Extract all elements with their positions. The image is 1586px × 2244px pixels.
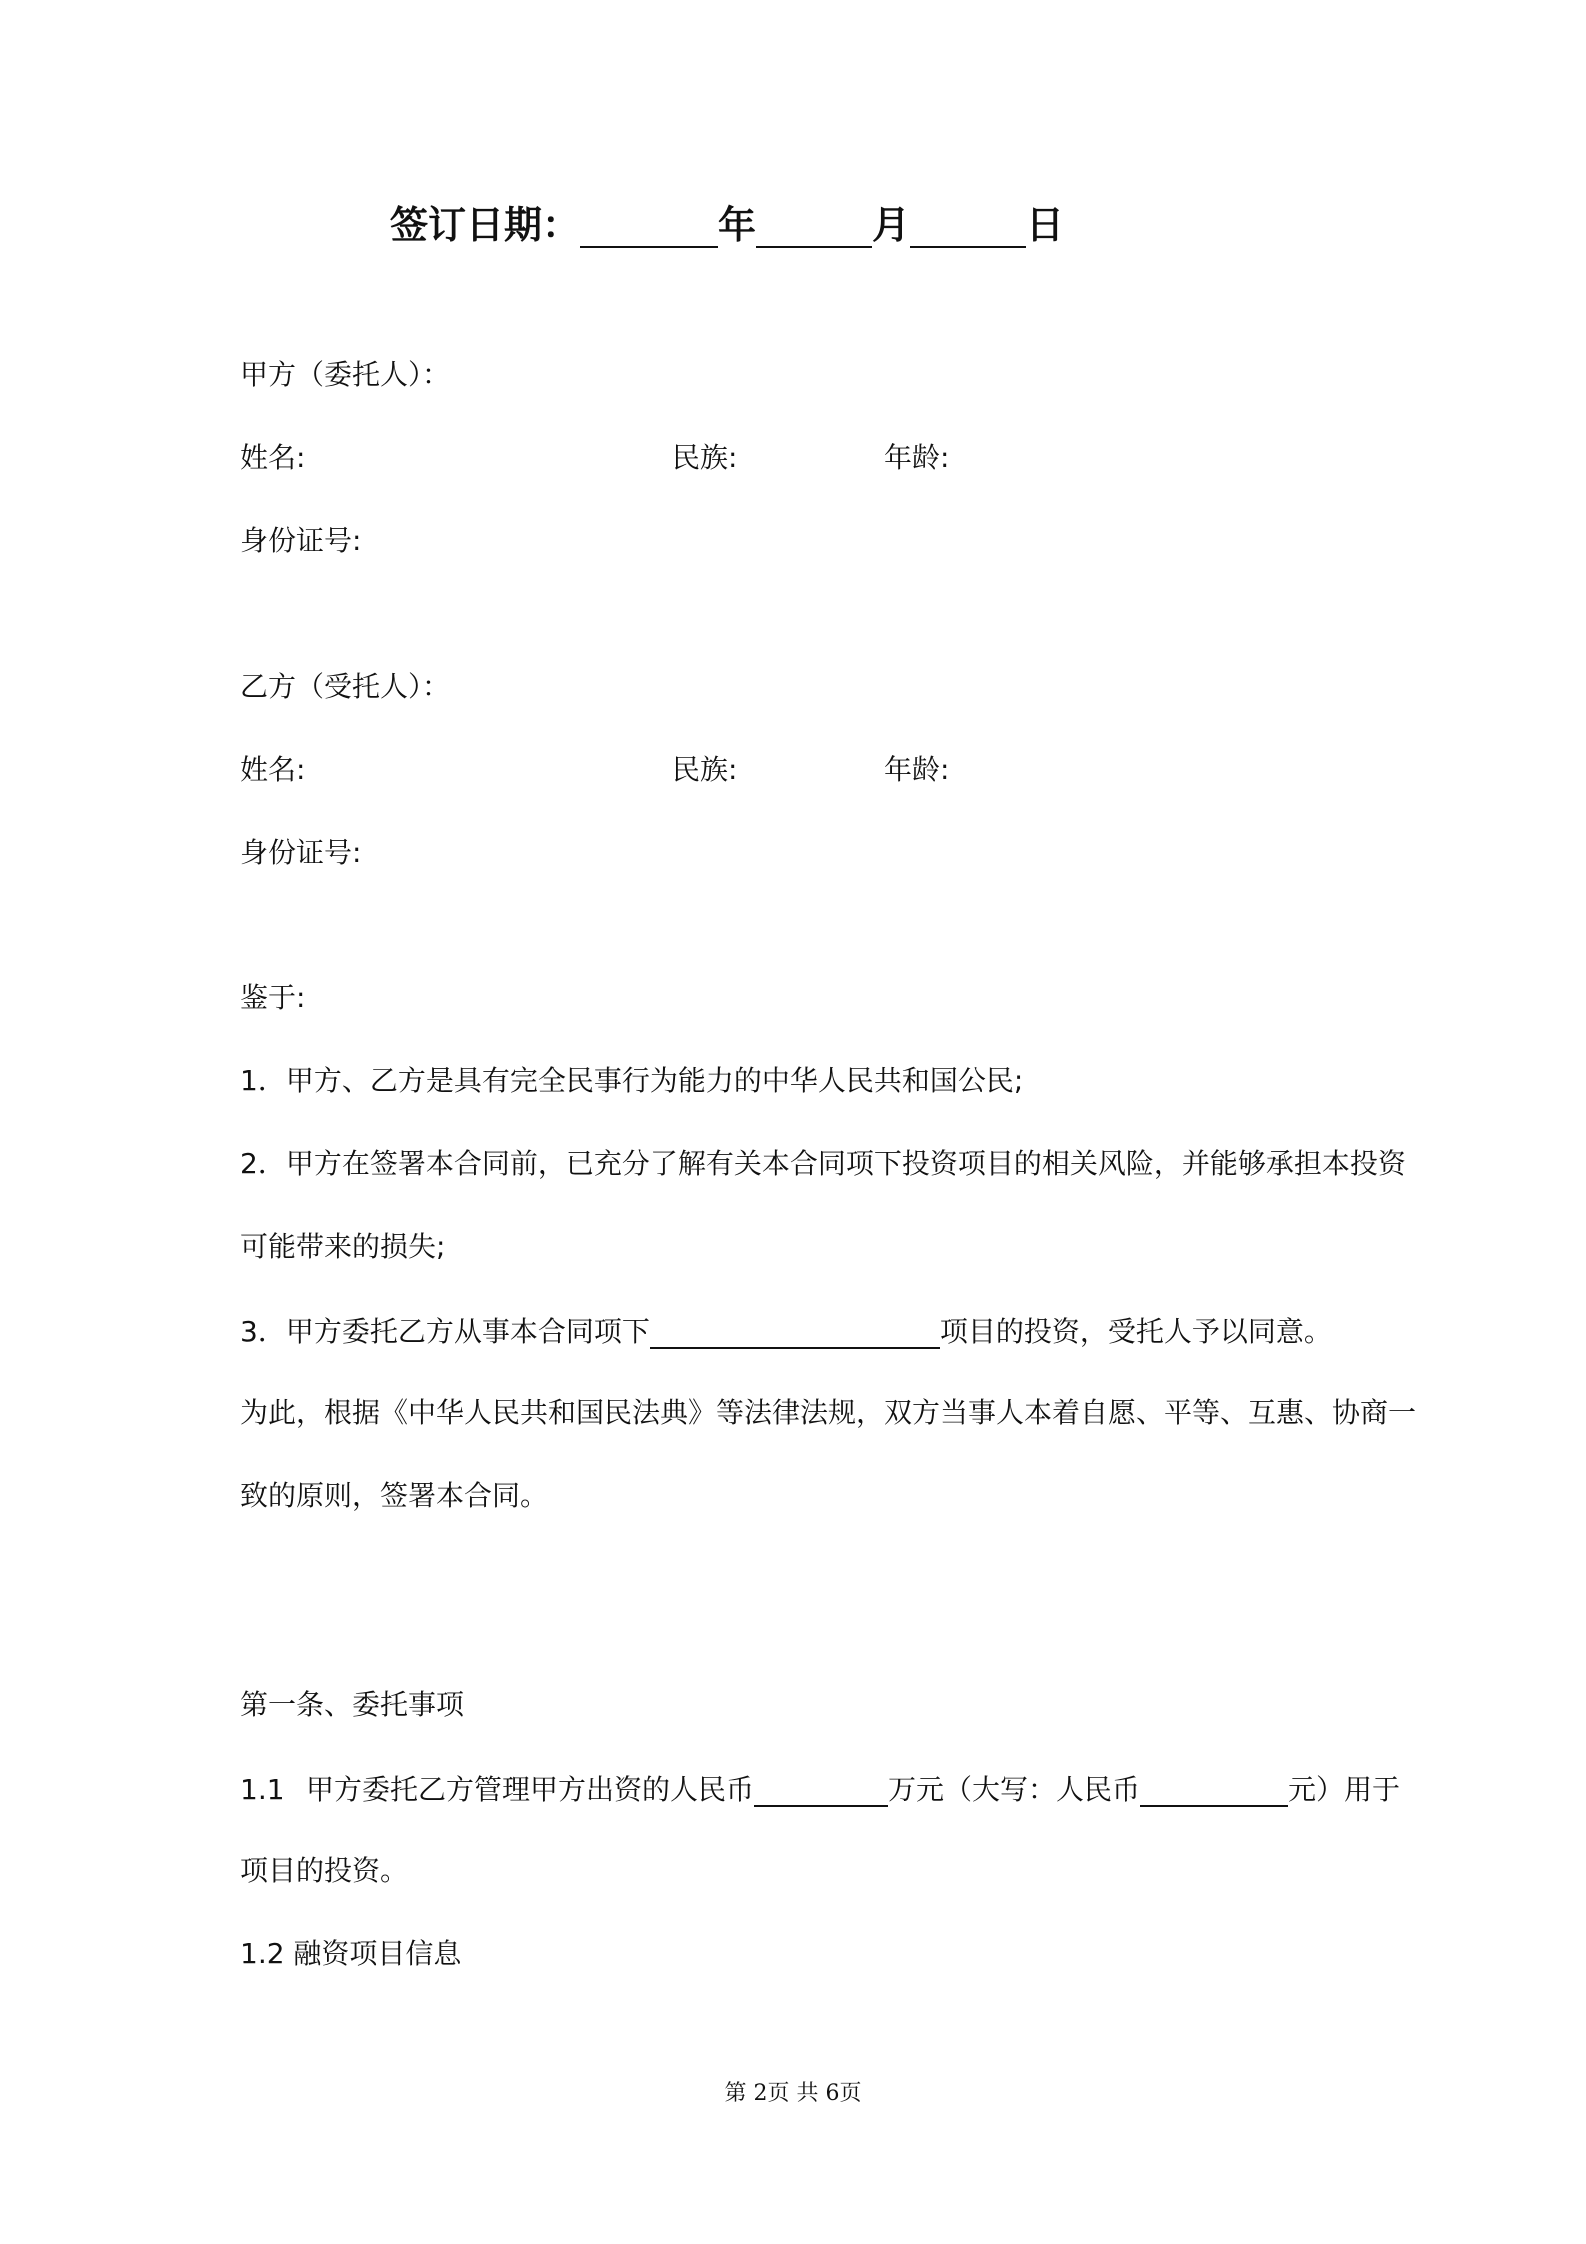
whereas-heading: 鉴于: [240,981,306,1014]
whereas-item-3-before: 3．甲方委托乙方从事本合同项下 [240,1315,650,1348]
signing-date-line [390,202,1064,248]
party-a-name-label: 姓名: [240,441,306,474]
party-a-id-label: 身份证号: [240,524,362,557]
article-1-heading: 第一条、委托事项 [240,1688,465,1721]
project-name-blank [650,1313,940,1349]
page-number-footer: 第 2页 共 6页 [724,2081,862,2106]
whereas-item-3-after: 项目的投资，受托人予以同意。 [939,1315,1332,1348]
party-b-id-label: 身份证号: [240,836,362,869]
signing-date-label: 签订日期： [390,203,581,247]
clause-1-1 [240,1771,1400,1807]
day-blank [910,212,1026,248]
party-a-age-label: 年龄: [884,441,950,474]
month-label: 月 [872,203,911,247]
amount-blank [754,1771,888,1807]
month-blank [756,212,872,248]
party-b-ethnicity-label: 民族: [672,753,738,786]
clause-1-1-text-a: 甲方委托乙方管理甲方出资的人民币 [306,1773,755,1806]
party-a-ethnicity-label: 民族: [672,441,738,474]
whereas-item-2-line-1: 2．甲方在签署本合同前，已充分了解有关本合同项下投资项目的相关风险，并能够承担本投资 [240,1147,1406,1180]
whereas-item-1: 1．甲方、乙方是具有完全民事行为能力的中华人民共和国公民; [240,1064,1024,1097]
clause-1-1-line-2: 项目的投资。 [240,1854,409,1887]
clause-1-2: 1.2 融资项目信息 [240,1937,462,1970]
basis-line-1: 为此，根据《中华人民共和国民法典》等法律法规，双方当事人本着自愿、平等、互惠、协商一 [240,1396,1417,1429]
year-blank [580,212,718,248]
clause-1-1-text-c: 元）用于 [1288,1773,1401,1806]
party-b-age-label: 年龄: [884,753,950,786]
party-b-heading: 乙方（受托人）： [240,670,451,703]
whereas-item-3 [240,1313,1332,1349]
basis-line-2: 致的原则，签署本合同。 [240,1479,549,1512]
clause-1-1-number: 1.1 [240,1773,285,1806]
party-b-name-label: 姓名: [240,753,306,786]
amount-in-words-blank [1140,1771,1288,1807]
year-label: 年 [718,203,757,247]
day-label: 日 [1026,203,1065,247]
party-a-heading: 甲方（委托人）： [240,358,451,391]
clause-1-1-text-b: 万元（大写：人民币 [888,1773,1141,1806]
whereas-item-2-line-2: 可能带来的损失; [240,1230,446,1263]
